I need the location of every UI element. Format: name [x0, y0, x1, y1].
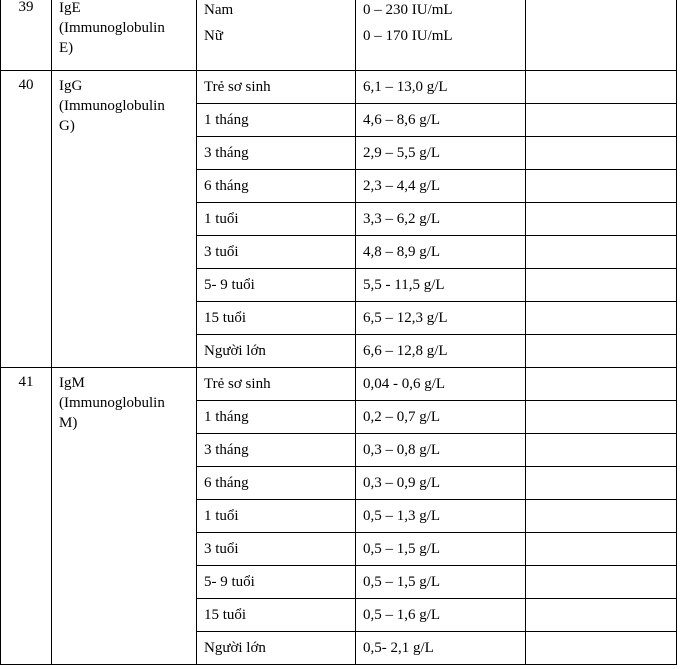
group-cell [197, 0, 356, 71]
notes-cell [526, 401, 677, 434]
group-label: 1 tuổi [197, 203, 356, 236]
notes-cell [526, 368, 677, 401]
group-label: 1 tháng [197, 104, 356, 137]
test-name-line: (Immunoglobulin [59, 20, 165, 36]
test-name-line: M) [59, 415, 78, 431]
test-name [52, 0, 197, 71]
group-label: 5- 9 tuổi [197, 566, 356, 599]
reference-value: 5,5 - 11,5 g/L [356, 269, 526, 302]
table-row-ige [1, 0, 677, 71]
group-label: 5- 9 tuổi [197, 269, 356, 302]
table-row [1, 71, 677, 104]
reference-value: 3,3 – 6,2 g/L [356, 203, 526, 236]
notes-cell [526, 71, 677, 104]
notes-cell [526, 335, 677, 368]
test-name-line: G) [59, 118, 75, 134]
group-label: 3 tuổi [197, 533, 356, 566]
test-name [52, 71, 197, 368]
test-name [52, 368, 197, 665]
reference-value: 0,5 – 1,5 g/L [356, 566, 526, 599]
test-name-line: (Immunoglobulin [59, 395, 165, 411]
reference-value: 2,9 – 5,5 g/L [356, 137, 526, 170]
group-label: 3 tháng [197, 434, 356, 467]
reference-value: 4,8 – 8,9 g/L [356, 236, 526, 269]
notes-cell [526, 500, 677, 533]
row-number: 40 [1, 71, 52, 368]
group-label: 6 tháng [197, 467, 356, 500]
notes-cell [526, 566, 677, 599]
table-row [1, 368, 677, 401]
notes-cell [526, 269, 677, 302]
group-label: Trẻ sơ sinh [197, 71, 356, 104]
test-name-line: (Immunoglobulin [59, 98, 165, 114]
group-label: Người lớn [197, 632, 356, 665]
notes-cell [526, 0, 677, 71]
group-label: Nam [204, 2, 234, 18]
notes-cell [526, 137, 677, 170]
reference-value: 0,2 – 0,7 g/L [356, 401, 526, 434]
group-label: 3 tuổi [197, 236, 356, 269]
reference-value: 0,3 – 0,9 g/L [356, 467, 526, 500]
notes-cell [526, 599, 677, 632]
group-label: Người lớn [197, 335, 356, 368]
reference-value: 6,1 – 13,0 g/L [356, 71, 526, 104]
notes-cell [526, 434, 677, 467]
notes-cell [526, 467, 677, 500]
group-label: 6 tháng [197, 170, 356, 203]
group-label: 1 tuổi [197, 500, 356, 533]
test-name-line: E) [59, 40, 74, 56]
reference-value: 0,04 - 0,6 g/L [356, 368, 526, 401]
value-cell [356, 0, 526, 71]
test-name-line: IgE [59, 0, 81, 16]
group-label: 1 tháng [197, 401, 356, 434]
group-label: Nữ [204, 28, 223, 44]
notes-cell [526, 203, 677, 236]
group-label: 3 tháng [197, 137, 356, 170]
notes-cell [526, 632, 677, 665]
reference-value: 0 – 170 IU/mL [363, 28, 453, 44]
reference-value: 0,5 – 1,5 g/L [356, 533, 526, 566]
reference-value: 0,3 – 0,8 g/L [356, 434, 526, 467]
reference-value: 0 – 230 IU/mL [363, 2, 453, 18]
test-name-line: IgG [59, 78, 83, 94]
notes-cell [526, 533, 677, 566]
reference-value: 6,5 – 12,3 g/L [356, 302, 526, 335]
notes-cell [526, 302, 677, 335]
test-name-line: IgM [59, 375, 85, 391]
notes-cell [526, 170, 677, 203]
reference-value: 0,5- 2,1 g/L [356, 632, 526, 665]
group-label: 15 tuổi [197, 599, 356, 632]
row-number: 41 [1, 368, 52, 665]
row-number: 39 [1, 0, 52, 71]
notes-cell [526, 104, 677, 137]
reference-value: 2,3 – 4,4 g/L [356, 170, 526, 203]
group-label: Trẻ sơ sinh [197, 368, 356, 401]
reference-value: 0,5 – 1,3 g/L [356, 500, 526, 533]
group-label: 15 tuổi [197, 302, 356, 335]
notes-cell [526, 236, 677, 269]
reference-value: 0,5 – 1,6 g/L [356, 599, 526, 632]
reference-value: 6,6 – 12,8 g/L [356, 335, 526, 368]
reference-value: 4,6 – 8,6 g/L [356, 104, 526, 137]
